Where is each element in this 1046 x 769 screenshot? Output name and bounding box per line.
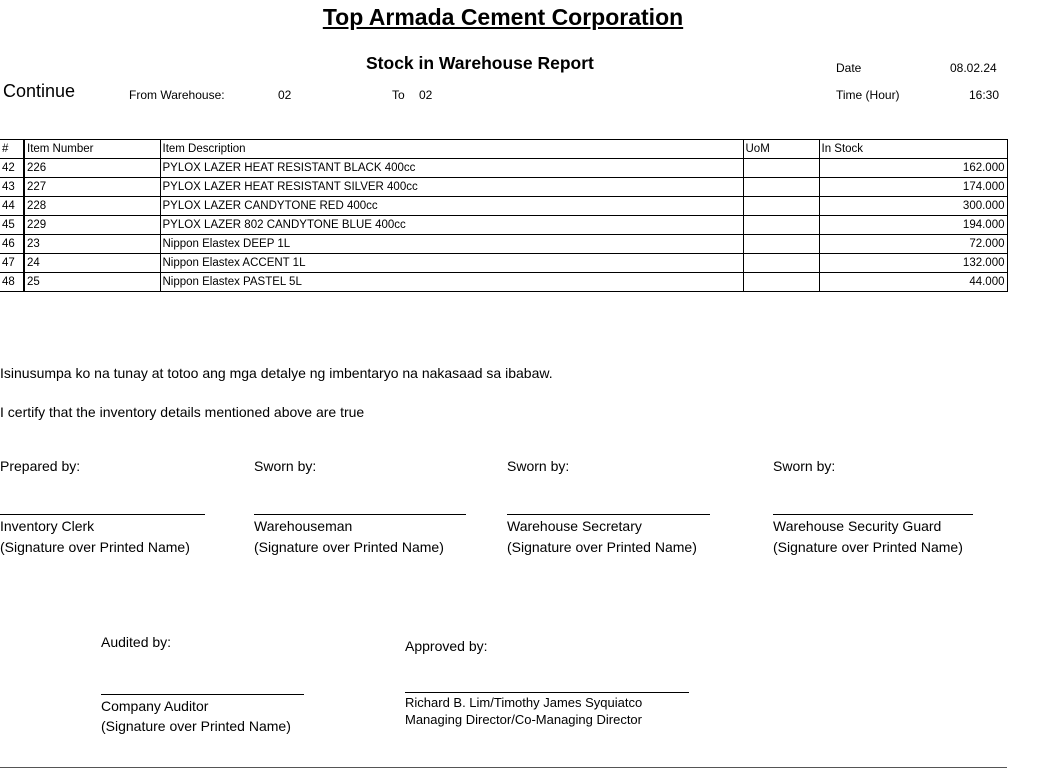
col-header-index: #	[0, 140, 24, 159]
to-label: To	[392, 88, 405, 102]
signatory-note: (Signature over Printed Name)	[0, 539, 190, 555]
signatory-label: Approved by:	[405, 638, 488, 654]
row-index: 42	[0, 159, 24, 178]
signature-line	[101, 694, 304, 695]
to-value: 02	[419, 88, 433, 102]
item-number: 227	[24, 178, 160, 197]
col-header-item-number: Item Number	[24, 140, 160, 159]
uom	[743, 235, 819, 254]
table-row	[0, 159, 1007, 178]
signatory-label: Sworn by:	[507, 458, 570, 474]
table-row	[0, 273, 1007, 292]
continue-label: Continue	[3, 81, 76, 101]
table-row	[0, 254, 1007, 273]
in-stock: 72.000	[819, 235, 1007, 254]
item-number: 25	[24, 273, 160, 292]
from-warehouse-value: 02	[278, 88, 292, 102]
in-stock: 194.000	[819, 216, 1007, 235]
row-index: 44	[0, 197, 24, 216]
row-index: 47	[0, 254, 24, 273]
bottom-rule	[0, 767, 1007, 768]
signatory-role: Inventory Clerk	[0, 518, 95, 534]
signatory-label: Sworn by:	[773, 458, 836, 474]
approver-name: Richard B. Lim/Timothy James Syquiatco	[405, 695, 643, 710]
in-stock: 132.000	[819, 254, 1007, 273]
signatory-note: (Signature over Printed Name)	[254, 539, 444, 555]
item-number: 229	[24, 216, 160, 235]
item-number: 228	[24, 197, 160, 216]
uom	[743, 254, 819, 273]
table-row	[0, 216, 1007, 235]
signature-line	[507, 514, 710, 515]
stock-table	[0, 139, 1008, 292]
row-index: 43	[0, 178, 24, 197]
row-index: 45	[0, 216, 24, 235]
item-description: PYLOX LAZER CANDYTONE RED 400cc	[160, 197, 743, 216]
report-title: Stock in Warehouse Report	[366, 53, 594, 73]
signatory-role: Warehouseman	[254, 518, 353, 534]
in-stock: 162.000	[819, 159, 1007, 178]
from-warehouse-label: From Warehouse:	[129, 88, 225, 102]
certification-english: I certify that the inventory details mentioned above are true	[0, 404, 365, 420]
row-index: 46	[0, 235, 24, 254]
signature-line	[405, 692, 689, 693]
table-header-row	[0, 140, 1007, 159]
signatory-note: (Signature over Printed Name)	[101, 718, 291, 734]
in-stock: 174.000	[819, 178, 1007, 197]
signature-line	[773, 514, 973, 515]
approver-title: Managing Director/Co-Managing Director	[405, 712, 642, 727]
time-label: Time (Hour)	[836, 88, 900, 102]
time-value: 16:30	[969, 88, 1000, 102]
signatory-note: (Signature over Printed Name)	[773, 539, 963, 555]
row-index: 48	[0, 273, 24, 292]
uom	[743, 197, 819, 216]
date-value: 08.02.24	[950, 61, 997, 75]
signature-line	[0, 514, 205, 515]
item-description: PYLOX LAZER 802 CANDYTONE BLUE 400cc	[160, 216, 743, 235]
signatory-label: Prepared by:	[0, 458, 81, 474]
signatory-role: Company Auditor	[101, 698, 209, 714]
table-row	[0, 178, 1007, 197]
item-number: 226	[24, 159, 160, 178]
certification-tagalog: Isinusumpa ko na tunay at totoo ang mga detalye ng imbentaryo na nakasaad sa ibabaw.	[0, 365, 553, 381]
uom	[743, 159, 819, 178]
table-row	[0, 197, 1007, 216]
signatory-label: Sworn by:	[254, 458, 317, 474]
col-header-item-description: Item Description	[160, 140, 743, 159]
col-header-in-stock: In Stock	[819, 140, 1007, 159]
date-label: Date	[836, 61, 862, 75]
item-description: PYLOX LAZER HEAT RESISTANT BLACK 400cc	[160, 159, 743, 178]
uom	[743, 178, 819, 197]
signature-line	[254, 514, 466, 515]
col-header-uom: UoM	[743, 140, 819, 159]
signatory-role: Warehouse Security Guard	[773, 518, 942, 534]
item-description: Nippon Elastex DEEP 1L	[160, 235, 743, 254]
signatory-role: Warehouse Secretary	[507, 518, 642, 534]
company-title: Top Armada Cement Corporation	[322, 4, 684, 30]
item-description: Nippon Elastex PASTEL 5L	[160, 273, 743, 292]
item-description: Nippon Elastex ACCENT 1L	[160, 254, 743, 273]
in-stock: 44.000	[819, 273, 1007, 292]
uom	[743, 273, 819, 292]
signatory-note: (Signature over Printed Name)	[507, 539, 697, 555]
uom	[743, 216, 819, 235]
in-stock: 300.000	[819, 197, 1007, 216]
table-row	[0, 235, 1007, 254]
item-number: 23	[24, 235, 160, 254]
item-number: 24	[24, 254, 160, 273]
signatory-label: Audited by:	[101, 634, 172, 650]
item-description: PYLOX LAZER HEAT RESISTANT SILVER 400cc	[160, 178, 743, 197]
